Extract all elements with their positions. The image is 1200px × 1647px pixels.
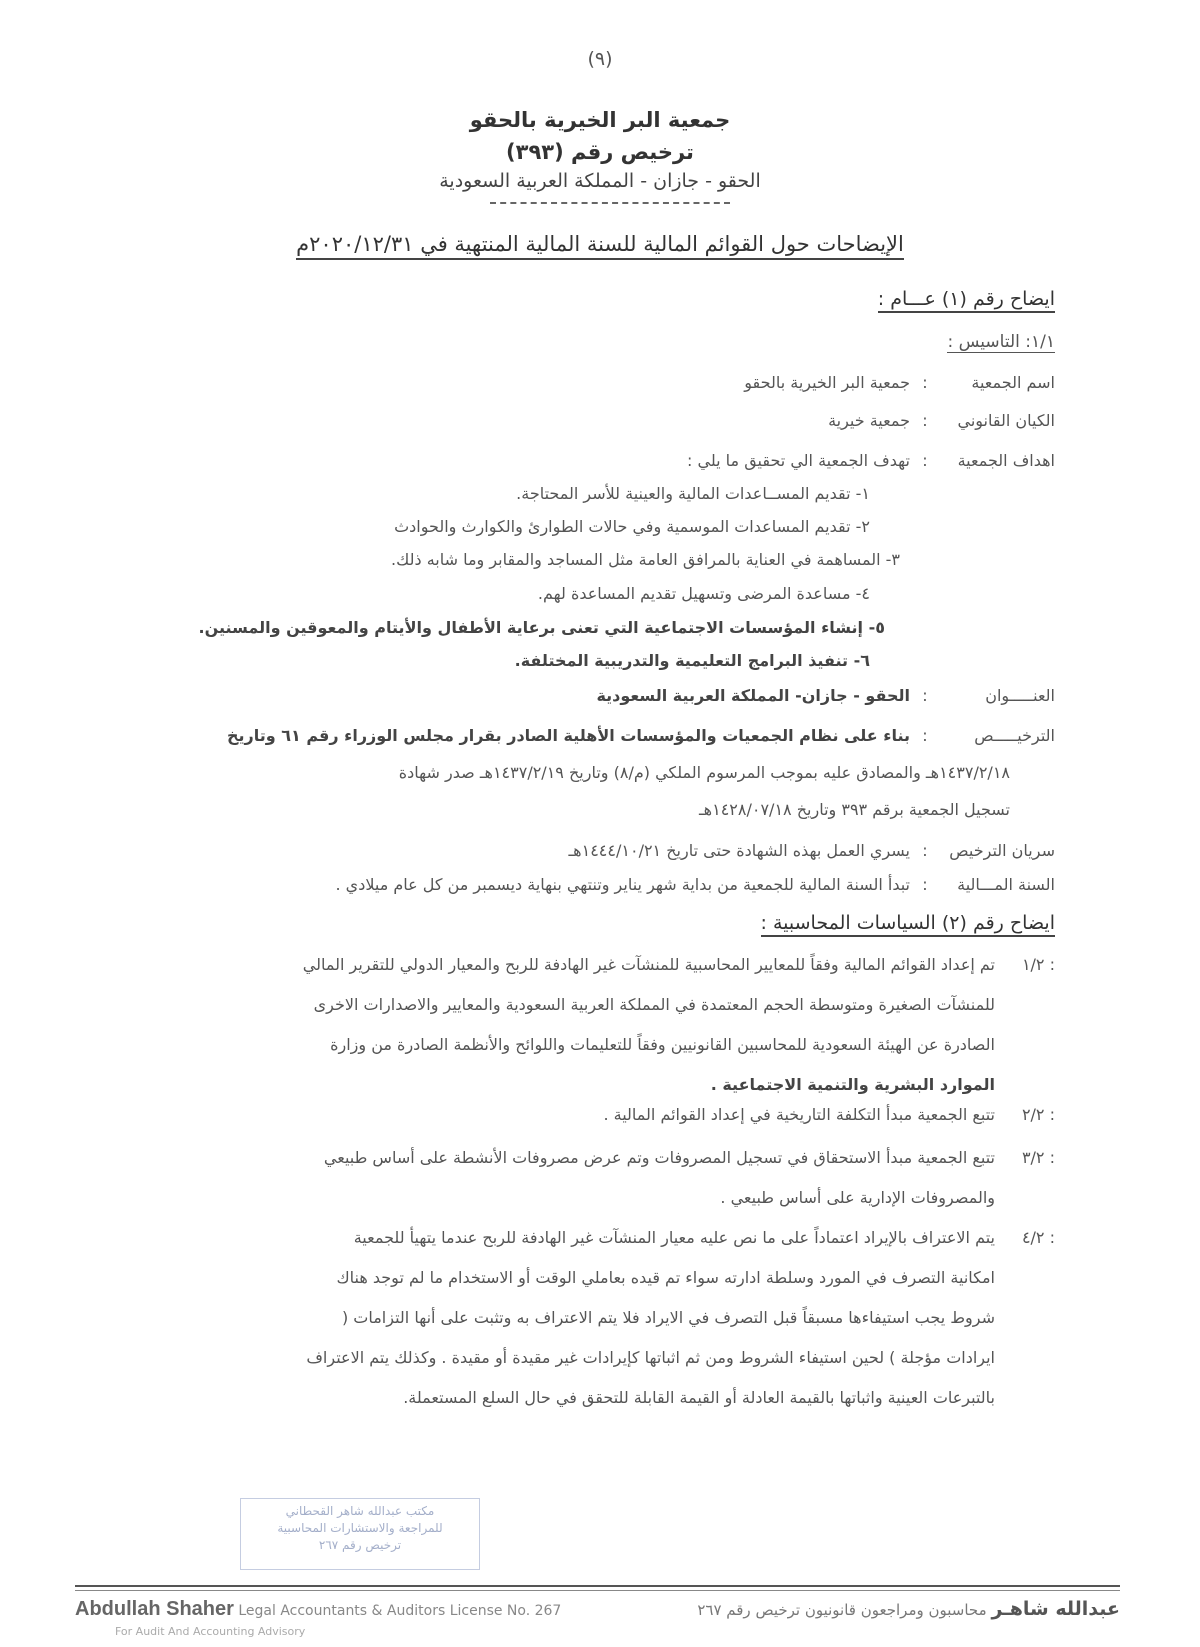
row-fiscal: [75, 875, 1055, 894]
policy-line: بالتبرعات العينية واثباتها بالقيمة العادلة أو القيمة القابلة للتحقق في حال السلع المستعملة.: [403, 1388, 995, 1407]
note1-subheading-text: ١/١: التاسيس :: [947, 332, 1055, 352]
goal-item: ٤- مساعدة المرضى وتسهيل تقديم المساعدة لهم.: [537, 584, 870, 603]
license-line: تسجيل الجمعية برقم ٣٩٣ وتاريخ ١٤٢٨/٠٧/١٨هـ: [698, 800, 1010, 819]
note2-heading-text: ايضاح رقم (٢) السياسات المحاسبية :: [761, 912, 1055, 937]
org-name: جمعية البر الخيرية بالحقو: [469, 108, 731, 132]
footer-divider: [75, 1585, 1120, 1587]
fiscal-label: السنة المـــالية: [957, 875, 1055, 894]
license-line: ١٤٣٧/٢/١٨هـ والمصادق عليه بموجب المرسوم الملكي (م/٨) وتاريخ ١٤٣٧/٢/١٩هـ صدر شهادة: [398, 763, 1010, 782]
policy-line: امكانية التصرف في المورد وسلطة ادارته سواء تم قيده بعاملي الوقت أو الاستخدام ما لم توجد هناك: [336, 1268, 995, 1287]
policy-line: يتم الاعتراف بالإيراد اعتماداً على ما نص عليه معيار المنشآت غير الهادفة للربح عندما يتهيأ للجمعية: [353, 1228, 995, 1247]
policy-line: والمصروفات الإدارية على أساس طبيعي .: [720, 1188, 995, 1207]
row-license: [75, 726, 1055, 745]
document-title-text: الإيضاحات حول القوائم المالية للسنة المالية المنتهية في ٢٠٢٠/١٢/٣١م: [296, 232, 904, 260]
note1-heading: [878, 288, 1055, 310]
policy-line: الصادرة عن الهيئة السعودية للمحاسبين القانونيين وفقاً للتعليمات واللوائح والأنظمة الصادرة من وزارة: [330, 1035, 995, 1054]
location-header: الحقو - جازان - المملكة العربية السعودية: [439, 170, 761, 192]
policy-line: الموارد البشرية والتنمية الاجتماعية .: [710, 1075, 995, 1094]
validity-value: يسري العمل بهذه الشهادة حتى تاريخ ١٤٤٤/١٠/٢١هـ: [568, 841, 910, 860]
policy-number: : ٣/٢: [1021, 1148, 1055, 1167]
entity-value: جمعية خيرية: [828, 411, 910, 430]
header-divider: [490, 202, 730, 204]
policy-number: : ١/٢: [1021, 955, 1055, 974]
note1-heading-text: ايضاح رقم (١) عـــام :: [878, 288, 1055, 313]
footer-en-sub: For Audit And Accounting Advisory: [115, 1625, 306, 1638]
policy-line: ايرادات مؤجلة ) لحين استيفاء الشروط ومن ثم اثباتها كإيرادات غير مقيدة أو مقيدة . وكذلك يتم الاعتراف: [306, 1348, 995, 1367]
colon: :: [922, 875, 928, 894]
policy-line: تتبع الجمعية مبدأ التكلفة التاريخية في إعداد القوائم المالية .: [603, 1105, 995, 1124]
footer-en: [75, 1598, 561, 1621]
goal-item: ٣- المساهمة في العناية بالمرافق العامة مثل المساجد والمقابر وما شابه ذلك.: [391, 550, 900, 569]
license-line: بناء على نظام الجمعيات والمؤسسات الأهلية الصادر بقرار مجلس الوزراء رقم ٦١ وتاريخ: [226, 726, 910, 745]
goals-intro: تهدف الجمعية الي تحقيق ما يلي :: [687, 451, 910, 470]
fiscal-value: تبدأ السنة المالية للجمعية من بداية شهر يناير وتنتهي بنهاية ديسمبر من كل عام ميلادي .: [335, 875, 910, 894]
goal-item: ٦- تنفيذ البرامج التعليمية والتدريبية المختلفة.: [514, 651, 870, 670]
policy-paragraph: [135, 945, 995, 1105]
name-value: جمعية البر الخيرية بالحقو: [744, 373, 910, 392]
footer-ar-name: عبدالله شاهـر: [991, 1598, 1120, 1620]
policy-paragraph: [135, 1095, 995, 1135]
footer-divider: [75, 1590, 1120, 1591]
page-number: (٩): [587, 48, 613, 70]
validity-label: سريان الترخيص: [949, 841, 1055, 860]
row-address: [75, 686, 1055, 705]
stamp-line: ترخيص رقم ٢٦٧: [318, 1538, 402, 1552]
footer-en-desc: Legal Accountants & Auditors License No. 267: [238, 1603, 562, 1619]
policy-line: للمنشآت الصغيرة ومتوسطة الحجم المعتمدة في المملكة العربية السعودية والمعايير والاصدارات الاخرى: [313, 995, 995, 1014]
colon: :: [922, 686, 928, 705]
license-header: ترخيص رقم (٣٩٣): [506, 140, 694, 164]
row-name: [75, 373, 1055, 392]
document-title: [0, 232, 1200, 256]
colon: :: [922, 373, 928, 392]
policy-paragraph: [135, 1138, 995, 1218]
colon: :: [922, 841, 928, 860]
address-value: الحقو - جازان- المملكة العربية السعودية: [596, 686, 910, 705]
footer: [75, 1598, 1120, 1638]
name-label: اسم الجمعية: [971, 373, 1055, 392]
license-label: الترخيـــــص: [974, 726, 1055, 745]
row-entity: [75, 411, 1055, 430]
goals-label: اهداف الجمعية: [957, 451, 1055, 470]
goal-item: ٢- تقديم المساعدات الموسمية وفي حالات الطوارئ والكوارث والحوادث: [394, 517, 870, 536]
policy-paragraph: [135, 1218, 995, 1418]
address-label: العنـــــوان: [985, 686, 1055, 705]
stamp-line: للمراجعة والاستشارات المحاسبية: [277, 1521, 443, 1535]
footer-ar: [697, 1598, 1120, 1620]
entity-label: الكيان القانوني: [957, 411, 1055, 430]
colon: :: [922, 726, 928, 745]
row-validity: [75, 841, 1055, 860]
row-goals: [75, 451, 1055, 470]
goal-item: ١- تقديم المســاعدات المالية والعينية للأسر المحتاجة.: [516, 484, 870, 503]
colon: :: [922, 451, 928, 470]
policy-line: شروط يجب استيفاءها مسبقاً قبل التصرف في الايراد فلا يتم الاعتراف به وتثبت على أنها التزامات (: [341, 1308, 995, 1327]
footer-en-name: Abdullah Shaher: [75, 1598, 234, 1620]
footer-ar-desc: محاسبون ومراجعون قانونيون ترخيص رقم ٢٦٧: [697, 1601, 987, 1619]
policy-line: تتبع الجمعية مبدأ الاستحقاق في تسجيل المصروفات وتم عرض مصروفات الأنشطة على أساس طبيعي: [323, 1148, 995, 1167]
policy-number: : ٤/٢: [1021, 1228, 1055, 1247]
colon: :: [922, 411, 928, 430]
stamp-line: مكتب عبدالله شاهر القحطاني: [285, 1504, 435, 1518]
policy-number: : ٢/٢: [1021, 1105, 1055, 1124]
goal-item: ٥- إنشاء المؤسسات الاجتماعية التي تعنى برعاية الأطفال والأيتام والمعوقين والمسنين.: [198, 618, 885, 637]
note2-heading: [761, 912, 1055, 934]
note1-subheading: [947, 332, 1055, 352]
office-stamp: [240, 1498, 480, 1570]
policy-line: تم إعداد القوائم المالية وفقاً للمعايير المحاسبية للمنشآت غير الهادفة للربح والمعيار الدولي للتقرير المالي: [302, 955, 995, 974]
